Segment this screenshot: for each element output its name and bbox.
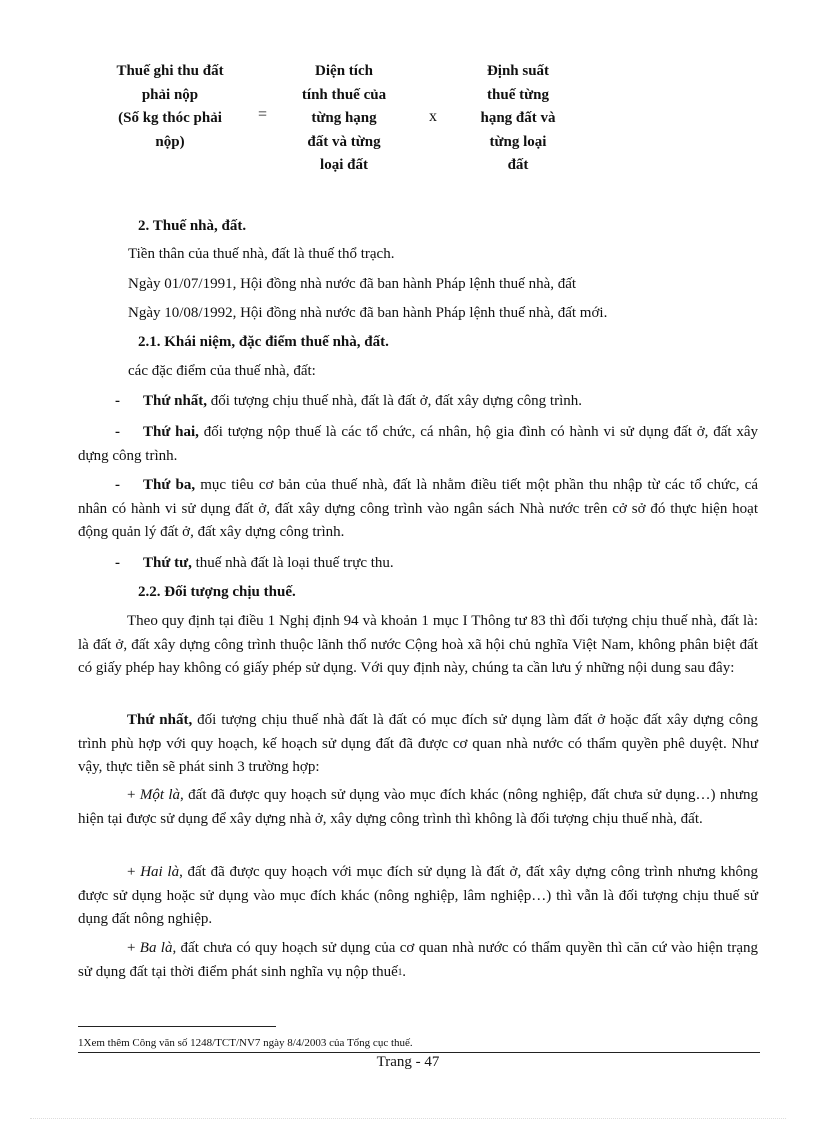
formula-line: đất và từng <box>307 133 381 150</box>
formula-line: Định suất <box>486 63 550 79</box>
heading-text: 2. Thuế nhà, đất. <box>138 218 247 234</box>
heading-text: 2.1. Khái niệm, đặc điểm thuế nhà, đất. <box>138 334 389 350</box>
tax-formula <box>90 60 610 180</box>
footnote-reference[interactable]: 1 <box>397 966 403 977</box>
footnote <box>78 1036 413 1050</box>
formula-line: Diện tích <box>315 63 373 79</box>
formula-line: từng hạng <box>311 110 377 126</box>
bullet-text: đối tượng chịu thuế nhà, đất là đất ở, đất xây dựng công trình. <box>207 393 582 409</box>
formula-line: hạng đất và <box>480 110 556 126</box>
case-lead: Hai là <box>140 864 180 880</box>
footnote-mark: 1 <box>78 1037 84 1049</box>
bullet-item <box>115 552 758 576</box>
bullet-lead: Thứ hai, <box>143 424 199 440</box>
formula-left-term <box>90 60 250 154</box>
bullet-item <box>115 390 758 414</box>
footnote-divider <box>78 1026 276 1027</box>
case-item <box>78 937 758 985</box>
dash-marker: - <box>115 477 120 493</box>
section-2-2-heading <box>138 581 816 605</box>
section-2-heading <box>138 215 816 239</box>
heading-text: 2.2. Đối tượng chịu thuế. <box>138 584 296 600</box>
paragraph: Theo quy định tại điều 1 Nghị định 94 và khoản 1 mục I Thông tư 83 thì đối tượng chịu thuế nhà, đất là: là đất ở, đất xây dựng công trình thuộc lãnh thổ nước Cộng hoà xã hội chủ nghĩa Việt Nam, không phân biệt đất có giấy phép hay không có giấy phép sử dụng. Với quy định này, chúng ta cần lưu ý những nội dung sau đây: <box>78 613 758 676</box>
formula-line: nộp) <box>155 133 185 150</box>
bullet-text: thuế nhà đất là loại thuế trực thu. <box>191 555 394 571</box>
paragraph-lead: Thứ nhất, <box>127 712 193 728</box>
formula-line: từng loại <box>489 133 547 150</box>
paragraph: Ngày 01/07/1991, Hội đồng nhà nước đã ban hành Pháp lệnh thuế nhà, đất <box>128 276 577 292</box>
plus-marker: + <box>127 787 140 803</box>
paragraph: Ngày 10/08/1992, Hội đồng nhà nước đã ban hành Pháp lệnh thuế nhà, đất mới. <box>128 305 608 321</box>
bullet-item <box>78 421 758 468</box>
paragraph <box>78 709 758 780</box>
bullet-lead: Thứ ba, <box>143 477 196 493</box>
formula-line: phải nộp <box>141 86 199 103</box>
dash-marker: - <box>115 424 120 440</box>
dash-marker: - <box>115 393 120 409</box>
formula-line: Thuế ghi thu đất <box>116 63 224 79</box>
case-item <box>78 784 758 831</box>
case-text: , đất đã được quy hoạch với mục đích sử dụng là đất ở, đất xây dựng công trình nhưng không được sử dụng hoặc sử dụng vào mục đích khác (nông nghiệp, lâm nghiệp…) thì vẫn là đối tượng chịu thuế sử dụng đất nông nghiệp. <box>78 864 758 927</box>
bullet-item <box>78 474 758 545</box>
bullet-lead: Thứ tư, <box>143 555 192 571</box>
formula-line: đất <box>507 157 529 173</box>
case-text: , đất chưa có quy hoạch sử dụng của cơ quan nhà nước có thẩm quyền thì căn cứ vào hiện trạng sử dụng đất tại thời điểm phát sinh nghĩa vụ nộp thuế <box>78 940 758 980</box>
footnote-text: Xem thêm Công văn số 1248/TCT/NV7 ngày 8/4/2003 của Tổng cục thuế. <box>83 1037 413 1049</box>
case-text-end: . <box>402 963 407 980</box>
paragraph: Tiền thân của thuế nhà, đất là thuế thổ trạch. <box>128 246 395 262</box>
formula-line: loại đất <box>320 157 368 173</box>
formula-times: x <box>429 108 437 125</box>
case-lead: Ba là <box>139 940 173 956</box>
section-2-1-heading <box>138 331 816 355</box>
formula-middle-term <box>280 60 408 178</box>
paragraph-text: đối tượng chịu thuế nhà đất là đất có mục đích sử dụng làm đất ở hoặc đất xây dựng công trình phù hợp với quy hoạch, kế hoạch sử dụng đất đã được cơ quan nhà nước có thẩm quyền phê duyệt. Như vậy, thực tiễn sẽ phát sinh 3 trường hợp: <box>78 712 758 775</box>
dash-marker: - <box>115 555 120 571</box>
case-item <box>78 861 758 932</box>
plus-marker: + <box>127 940 140 956</box>
paragraph: các đặc điểm của thuế nhà, đất: <box>128 363 316 379</box>
case-text: , đất đã được quy hoạch sử dụng vào mục đích khác (nông nghiệp, đất chưa sử dụng…) nhưng hiện tại được sử dụng để xây dựng nhà ở, xây dựng công trình thì không là đối tượng chịu thuế nhà, đất. <box>78 787 758 827</box>
formula-equals: = <box>258 106 268 123</box>
case-lead: Một là <box>139 787 181 803</box>
page-number: Trang - 47 <box>376 1054 440 1070</box>
formula-line: (Số kg thóc phải <box>118 110 222 126</box>
formula-right-term <box>462 60 574 178</box>
formula-line: thuế từng <box>487 86 549 103</box>
bullet-lead: Thứ nhất, <box>143 393 208 409</box>
bullet-text: đối tượng nộp thuế là các tổ chức, cá nhân, hộ gia đình có hành vi sử dụng đất ở, đất xây dựng công trình. <box>78 424 759 464</box>
plus-marker: + <box>127 864 141 880</box>
bullet-text: mục tiêu cơ bản của thuế nhà, đất là nhằm điều tiết một phần thu nhập từ các tổ chức, cá nhân có hành vi sử dụng đất ở, đất xây dựng công trình vào ngân sách Nhà nước trên cở sở đó thực hiện hoạt động quản lý đất ở, đất xây dựng công trình. <box>78 477 758 540</box>
footer-divider <box>78 1052 760 1053</box>
page-edge-divider <box>30 1118 786 1119</box>
formula-line: tính thuế của <box>301 86 387 103</box>
